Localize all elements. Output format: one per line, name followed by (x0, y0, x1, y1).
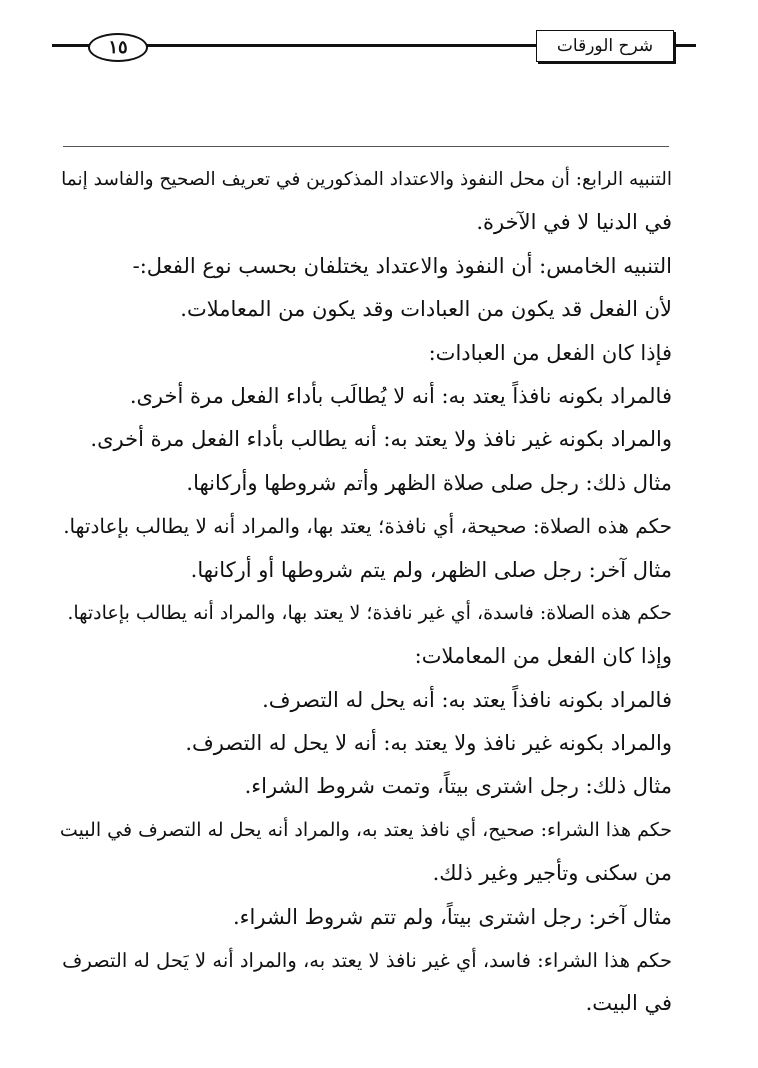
text-line: فالمراد بكونه نافذاً يعتد به: أنه يحل له التصرف. (262, 687, 672, 712)
body-text (60, 158, 672, 1026)
text-line: حكم هذه الصلاة: فاسدة، أي غير نافذة؛ لا يعتد بها، والمراد أنه يطالب بإعادتها. (67, 601, 672, 624)
running-title: شرح الورقات (536, 30, 674, 62)
separator-line (63, 146, 669, 147)
text-line: مثال ذلك: رجل اشترى بيتاً، وتمت شروط الشراء. (244, 774, 672, 799)
text-line: حكم هذا الشراء: فاسد، أي غير نافذ لا يعتد به، والمراد أنه لا يَحل له التصرف (62, 949, 672, 973)
text-line: التنبيه الخامس: أن النفوذ والاعتداد يختلفان بحسب نوع الفعل:- (132, 253, 672, 278)
text-line: مثال آخر: رجل صلى الظهر، ولم يتم شروطها أو أركانها. (190, 557, 672, 582)
text-line: في البيت. (585, 991, 672, 1016)
text-line: والمراد بكونه غير نافذ ولا يعتد به: أنه يطالب بأداء الفعل مرة أخرى. (90, 427, 672, 452)
text-line: في الدنيا لا في الآخرة. (476, 210, 672, 235)
text-line: لأن الفعل قد يكون من العبادات وقد يكون من المعاملات. (180, 297, 672, 322)
page-number: ١٥ (88, 33, 148, 62)
text-line: حكم هذا الشراء: صحيح، أي نافذ يعتد به، والمراد أنه يحل له التصرف في البيت (59, 818, 672, 841)
text-line: التنبيه الرابع: أن محل النفوذ والاعتداد المذكورين في تعريف الصحيح والفاسد إنما (61, 169, 672, 190)
header-rule (140, 44, 536, 47)
text-line: فإذا كان الفعل من العبادات: (428, 340, 672, 365)
text-line: وإذا كان الفعل من المعاملات: (414, 644, 672, 669)
text-line: من سكنى وتأجير وغير ذلك. (432, 861, 672, 886)
header-rule-left (52, 44, 92, 47)
text-line: فالمراد بكونه نافذاً يعتد به: أنه لا يُطالَب بأداء الفعل مرة أخرى. (129, 383, 672, 408)
page-header (0, 0, 758, 80)
header-rule-right (674, 44, 696, 47)
text-line: والمراد بكونه غير نافذ ولا يعتد به: أنه لا يحل له التصرف. (185, 731, 672, 756)
text-line: مثال آخر: رجل اشترى بيتاً، ولم تتم شروط الشراء. (233, 904, 672, 929)
text-line: مثال ذلك: رجل صلى صلاة الظهر وأتم شروطها وأركانها. (186, 470, 672, 495)
text-line: حكم هذه الصلاة: صحيحة، أي نافذة؛ يعتد بها، والمراد أنه لا يطالب بإعادتها. (63, 514, 672, 539)
